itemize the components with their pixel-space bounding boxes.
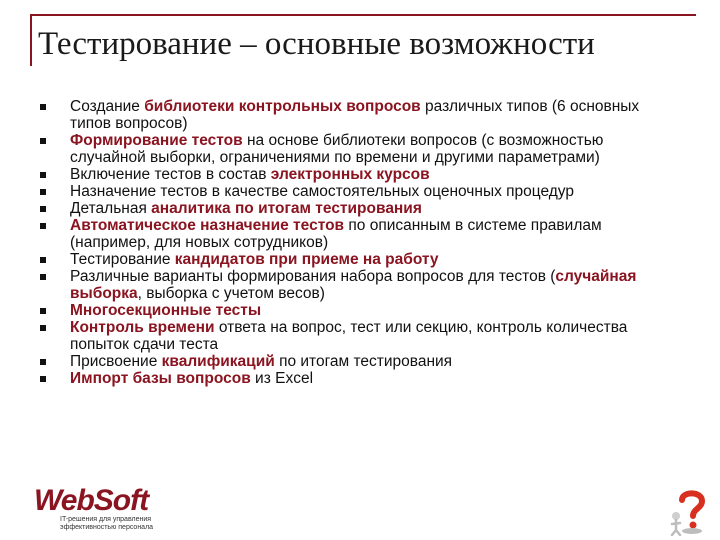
question-mark-figure-icon — [664, 486, 716, 536]
list-item-text — [70, 166, 680, 183]
list-item-text — [70, 268, 680, 302]
highlighted-phrase: кандидатов при приеме на работу — [174, 251, 439, 268]
highlighted-phrase: Автоматическое назначение тестов — [70, 217, 345, 234]
list-item-text — [70, 217, 680, 251]
list-item — [40, 98, 680, 132]
highlighted-phrase: Формирование тестов — [70, 132, 243, 149]
list-item-text — [70, 302, 680, 319]
highlighted-phrase: Многосекционные тесты — [70, 302, 262, 319]
list-item — [40, 353, 680, 370]
list-item-text — [70, 200, 680, 217]
text-segment: Включение тестов в состав — [70, 166, 271, 183]
text-segment: Присвоение — [70, 353, 162, 370]
text-segment: по итогам тестирования — [274, 353, 453, 370]
bullet-square-icon — [40, 274, 46, 280]
list-item — [40, 251, 680, 268]
bullet-square-icon — [40, 223, 46, 229]
highlighted-phrase: Контроль времени — [70, 319, 215, 336]
list-item-text — [70, 132, 680, 166]
highlighted-phrase: аналитика по итогам тестирования — [151, 200, 422, 217]
text-segment: из Excel — [250, 370, 314, 387]
bullet-square-icon — [40, 172, 46, 178]
slide-frame-top — [30, 14, 696, 16]
list-item-text — [70, 98, 680, 132]
bullet-square-icon — [40, 376, 46, 382]
logo-wordmark: WebSoft — [34, 484, 149, 517]
bullet-square-icon — [40, 104, 46, 110]
bullet-square-icon — [40, 308, 46, 314]
text-segment: Различные варианты формирования набора вопросов для тестов ( — [70, 268, 556, 285]
list-item — [40, 370, 680, 387]
text-segment: , выборка с учетом весов) — [137, 285, 325, 302]
feature-list — [40, 98, 680, 387]
list-item-text — [70, 353, 680, 370]
list-item-text — [70, 370, 680, 387]
highlighted-phrase: электронных курсов — [270, 166, 430, 183]
text-segment: различных типов (6 основных типов вопросов) — [70, 98, 640, 132]
list-item — [40, 183, 680, 200]
text-segment: Назначение тестов в качестве самостоятельных оценочных процедур — [70, 183, 574, 200]
list-item — [40, 319, 680, 353]
list-item — [40, 166, 680, 183]
list-item — [40, 200, 680, 217]
bullet-square-icon — [40, 189, 46, 195]
list-item-text — [70, 319, 680, 353]
text-segment: по описанным в системе правилам (например, для новых сотрудников) — [70, 217, 602, 251]
text-segment: ответа на вопрос, тест или секцию, контроль количества попыток сдачи теста — [70, 319, 628, 353]
list-item — [40, 268, 680, 302]
websoft-logo — [34, 484, 164, 532]
list-item — [40, 302, 680, 319]
highlighted-phrase: случайная выборка — [70, 268, 637, 302]
bullet-square-icon — [40, 206, 46, 212]
highlighted-phrase: квалификаций — [161, 353, 275, 370]
list-item-text — [70, 251, 680, 268]
bullet-square-icon — [40, 138, 46, 144]
list-item-text — [70, 183, 680, 200]
text-segment: Создание — [70, 98, 145, 115]
bullet-square-icon — [40, 257, 46, 263]
slide-title: Тестирование – основные возможности — [38, 26, 595, 62]
bullet-square-icon — [40, 359, 46, 365]
text-segment: Детальная — [70, 200, 152, 217]
highlighted-phrase: Импорт базы вопросов — [70, 370, 251, 387]
list-item — [40, 217, 680, 251]
logo-tagline: IT-решения для управления эффективностью персонала — [60, 516, 154, 531]
text-segment: Тестирование — [70, 251, 175, 268]
slide-frame-left — [30, 14, 32, 66]
highlighted-phrase: библиотеки контрольных вопросов — [144, 98, 421, 115]
text-segment: на основе библиотеки вопросов (с возможностью случайной выборки, ограничениями по времени и другими параметрами) — [70, 132, 604, 166]
bullet-square-icon — [40, 325, 46, 331]
list-item — [40, 132, 680, 166]
